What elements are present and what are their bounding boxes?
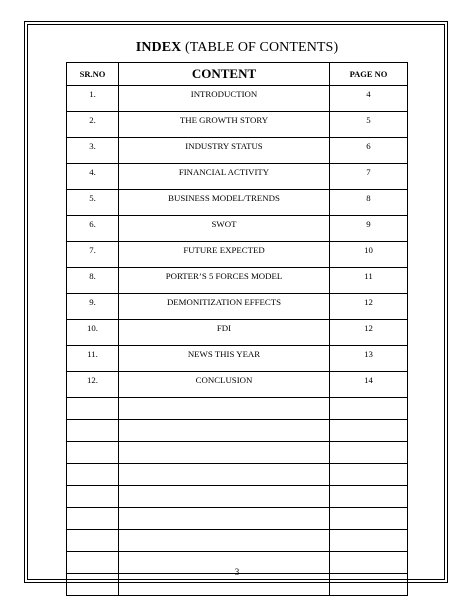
empty-cell [67,486,119,508]
empty-table-row [67,508,408,530]
cell-page: 6 [330,138,408,164]
empty-table-row [67,398,408,420]
cell-sr: 9. [67,294,119,320]
empty-cell [330,420,408,442]
empty-cell [67,420,119,442]
table-row [67,164,408,190]
empty-cell [119,398,330,420]
table-row [67,346,408,372]
empty-cell [67,398,119,420]
cell-sr: 5. [67,190,119,216]
empty-table-row [67,442,408,464]
cell-content: CONCLUSION [119,372,330,398]
cell-page: 8 [330,190,408,216]
cell-page: 5 [330,112,408,138]
cell-content: PORTER’S 5 FORCES MODEL [119,268,330,294]
empty-cell [119,508,330,530]
empty-cell [330,486,408,508]
cell-content: INDUSTRY STATUS [119,138,330,164]
page-title [0,40,474,56]
empty-table-row [67,486,408,508]
cell-page: 12 [330,294,408,320]
cell-page: 4 [330,86,408,112]
cell-content: BUSINESS MODEL/TRENDS [119,190,330,216]
table-row [67,216,408,242]
empty-cell [119,530,330,552]
header-page-no: PAGE NO [330,63,408,86]
table-row [67,242,408,268]
cell-content: DEMONITIZATION EFFECTS [119,294,330,320]
table-row [67,86,408,112]
empty-cell [119,464,330,486]
title-index: INDEX [135,40,182,55]
header-content: CONTENT [119,63,330,86]
cell-sr: 1. [67,86,119,112]
contents-table [66,62,408,596]
header-sr-no: SR.NO [67,63,119,86]
empty-cell [330,464,408,486]
cell-page: 12 [330,320,408,346]
table-row [67,112,408,138]
empty-cell [330,530,408,552]
cell-page: 7 [330,164,408,190]
cell-sr: 6. [67,216,119,242]
empty-cell [67,530,119,552]
empty-table-row [67,420,408,442]
empty-cell [119,442,330,464]
cell-page: 11 [330,268,408,294]
table-row [67,320,408,346]
table-row [67,294,408,320]
empty-cell [330,508,408,530]
empty-cell [330,442,408,464]
cell-page: 13 [330,346,408,372]
empty-cell [67,464,119,486]
cell-page: 10 [330,242,408,268]
cell-content: FINANCIAL ACTIVITY [119,164,330,190]
cell-sr: 7. [67,242,119,268]
table-header-row [67,63,408,86]
cell-content: NEWS THIS YEAR [119,346,330,372]
table-row [67,372,408,398]
cell-page: 9 [330,216,408,242]
empty-cell [330,398,408,420]
cell-page: 14 [330,372,408,398]
cell-content: THE GROWTH STORY [119,112,330,138]
empty-cell [67,442,119,464]
cell-content: INTRODUCTION [119,86,330,112]
cell-sr: 4. [67,164,119,190]
empty-cell [119,420,330,442]
cell-content: FDI [119,320,330,346]
cell-sr: 11. [67,346,119,372]
cell-sr: 3. [67,138,119,164]
cell-sr: 2. [67,112,119,138]
cell-sr: 12. [67,372,119,398]
empty-table-row [67,464,408,486]
title-subtitle: (TABLE OF CONTENTS) [181,40,339,55]
empty-cell [119,486,330,508]
table-row [67,268,408,294]
empty-cell [67,508,119,530]
cell-sr: 8. [67,268,119,294]
cell-content: FUTURE EXPECTED [119,242,330,268]
table-body [67,86,408,596]
cell-content: SWOT [119,216,330,242]
cell-sr: 10. [67,320,119,346]
page-number: 3 [234,567,240,577]
empty-table-row [67,530,408,552]
table-row [67,138,408,164]
table-row [67,190,408,216]
